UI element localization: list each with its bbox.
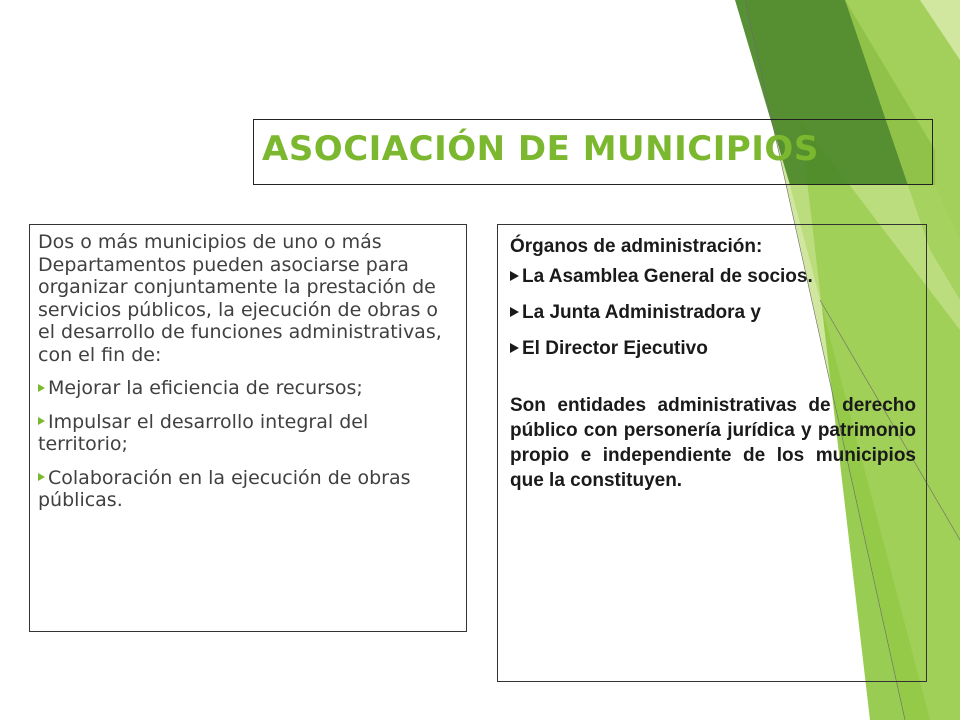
organ-item-2	[510, 301, 916, 325]
entity-description: Son entidades administrativas de derecho público con personería jurídica y patrimonio propio e independiente de los municipios que la constituyen.	[510, 395, 916, 491]
organ-item-text: La Asamblea General de socios.	[522, 266, 813, 287]
organ-item-1	[510, 265, 916, 289]
left-bullet-text: Impulsar el desarrollo integral del territorio;	[38, 410, 369, 455]
right-text-box	[497, 224, 927, 682]
left-bullet-1	[38, 377, 456, 400]
arrow-bullet-icon	[510, 307, 519, 317]
arrow-bullet-icon	[38, 473, 45, 481]
arrow-bullet-icon	[510, 343, 519, 353]
organ-item-3	[510, 337, 916, 361]
arrow-bullet-icon	[38, 417, 45, 425]
left-bullet-text: Colaboración en la ejecución de obras públicas.	[38, 466, 411, 511]
title-box	[253, 119, 933, 185]
left-bullet-3	[38, 467, 456, 512]
left-bullet-text: Mejorar la eficiencia de recursos;	[48, 377, 363, 399]
organs-heading: Órganos de administración:	[510, 236, 763, 257]
arrow-bullet-icon	[38, 384, 45, 392]
page-title: ASOCIACIÓN DE MUNICIPIOS	[262, 129, 819, 169]
organ-item-text: El Director Ejecutivo	[522, 338, 708, 359]
left-intro-text: Dos o más municipios de uno o más Departamentos pueden asociarse para organizar conjuntamente la prestación de servicios públicos, la ejecución de obras o el desarrollo de funciones administrativas, con el fin de:	[38, 231, 442, 366]
left-text-box	[29, 224, 467, 632]
organ-item-text: La Junta Administradora y	[522, 302, 761, 323]
arrow-bullet-icon	[510, 271, 519, 281]
left-bullet-2	[38, 411, 456, 456]
